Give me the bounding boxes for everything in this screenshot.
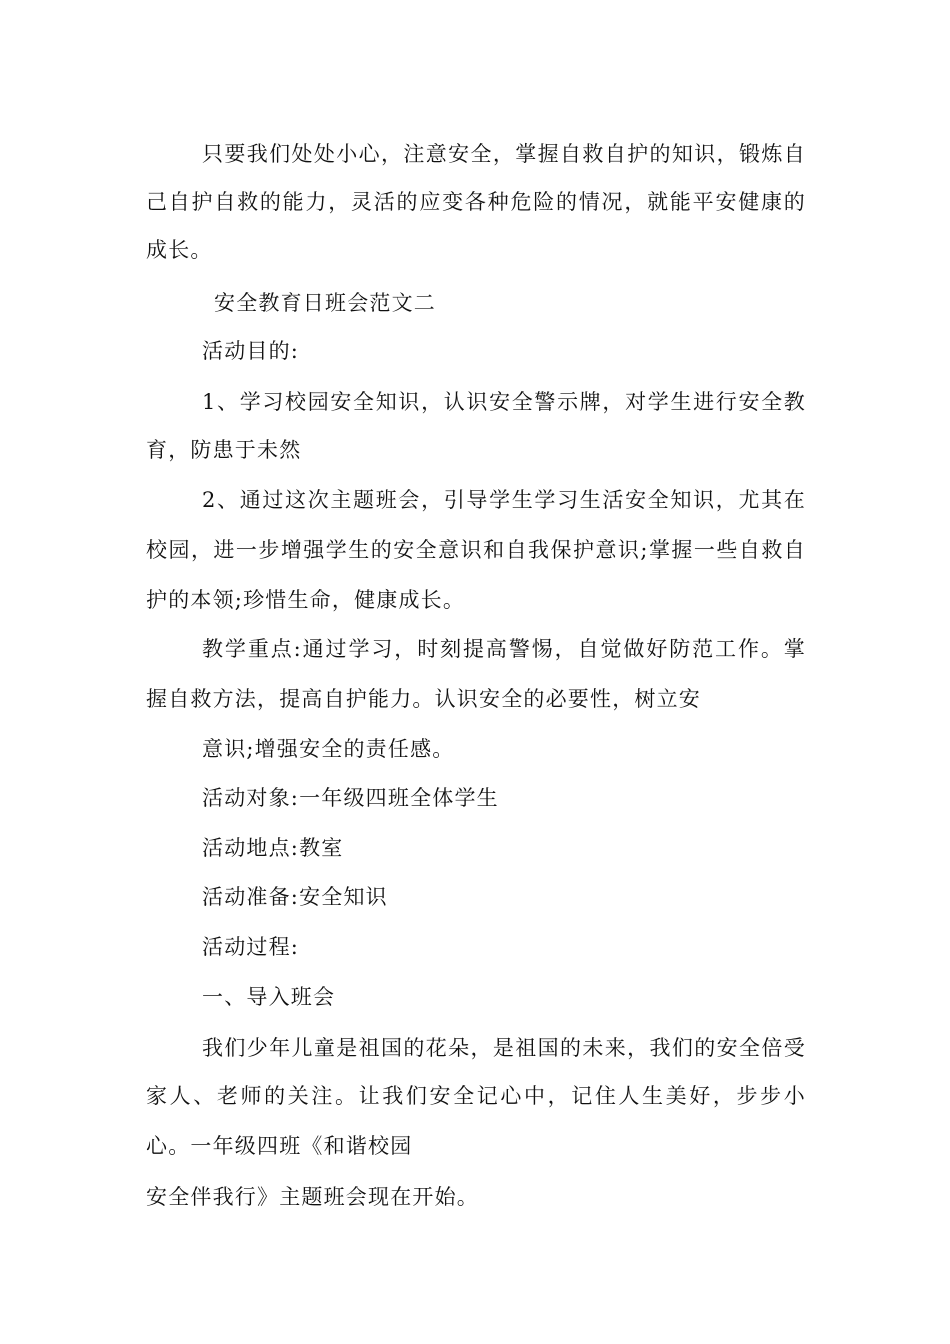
section-title: 安全教育日班会范文二	[214, 291, 436, 315]
paragraph-line: 护的本领;珍惜生命，健康成长。	[146, 588, 466, 612]
process-label: 活动过程:	[202, 935, 300, 959]
activity-preparation: 活动准备:安全知识	[202, 885, 388, 909]
activity-location: 活动地点:教室	[202, 836, 344, 860]
paragraph-line: 我们少年儿童是祖国的花朵，是祖国的未来，我们的安全倍受	[202, 1036, 806, 1060]
paragraph-line: 家人、老师的关注。让我们安全记心中，记住人生美好，步步小	[146, 1084, 806, 1108]
paragraph-line: 安全伴我行》主题班会现在开始。	[146, 1185, 479, 1209]
paragraph-line: 握自救方法，提高自护能力。认识安全的必要性，树立安	[146, 687, 701, 711]
paragraph-line: 1、学习校园安全知识，认识安全警示牌，对学生进行安全教	[202, 390, 806, 414]
paragraph-line: 教学重点:通过学习，时刻提高警惕，自觉做好防范工作。掌	[202, 637, 806, 661]
paragraph-line: 育，防患于未然	[146, 438, 302, 462]
paragraph-line: 成长。	[146, 238, 213, 262]
goal-label: 活动目的:	[202, 339, 300, 363]
paragraph-line: 意识;增强安全的责任感。	[202, 737, 455, 761]
step-title: 一、导入班会	[202, 985, 336, 1009]
paragraph-line: 2、通过这次主题班会，引导学生学习生活安全知识，尤其在	[202, 488, 806, 512]
paragraph-line: 心。一年级四班《和谐校园	[146, 1134, 413, 1158]
paragraph-line: 只要我们处处小心，注意安全，掌握自救自护的知识，锻炼自	[202, 142, 806, 166]
paragraph-line: 己自护自救的能力，灵活的应变各种危险的情况，就能平安健康的	[146, 190, 806, 214]
activity-target: 活动对象:一年级四班全体学生	[202, 786, 499, 810]
paragraph-line: 校园，进一步增强学生的安全意识和自我保护意识;掌握一些自救自	[146, 538, 806, 562]
